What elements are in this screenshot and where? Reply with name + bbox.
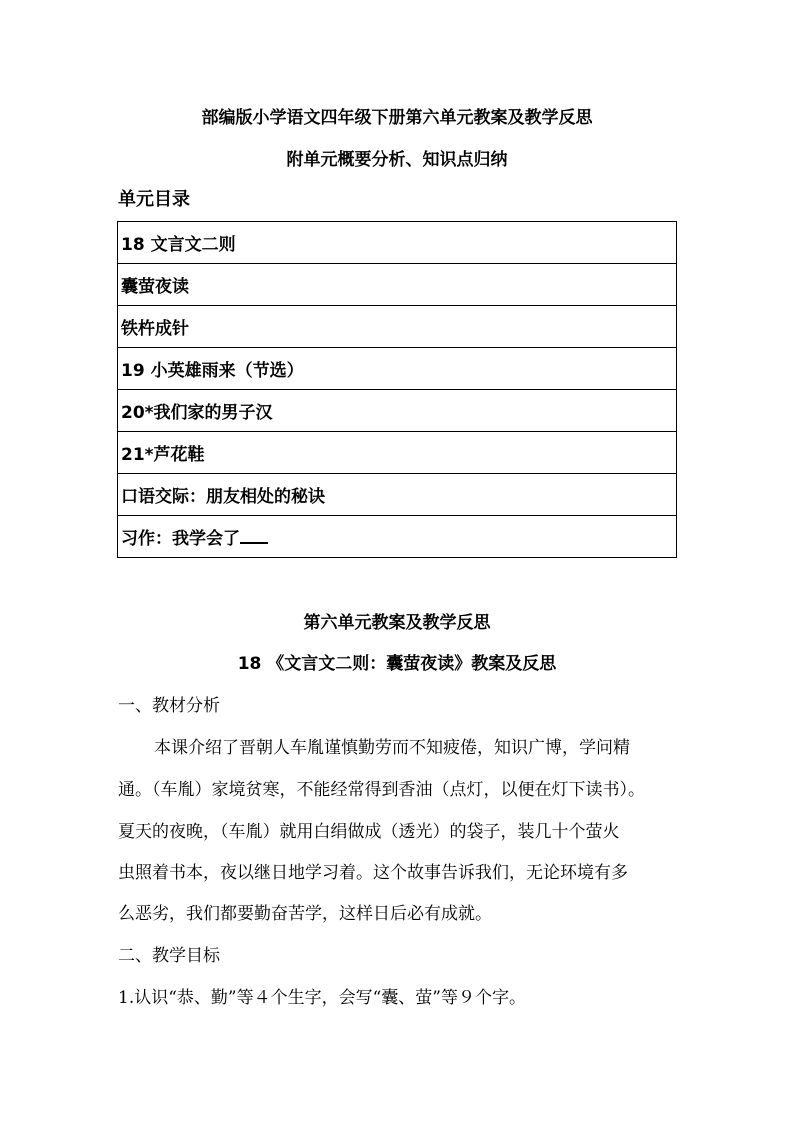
lesson-title: 18 《文言文二则：囊萤夜读》教案及反思 (237, 654, 557, 674)
table-row (118, 348, 677, 390)
goal-item-1: 1.认识“恭、勤”等４个生字，会写“囊、萤”等９个字。 (118, 988, 526, 1008)
document-title: 部编版小学语文四年级下册第六单元教案及教学反思 (201, 108, 593, 128)
paragraph-line: 夏天的夜晚，（车胤）就用白绢做成（透光）的袋子，装几十个萤火 (118, 822, 620, 842)
paragraph-line: 么恶劣，我们都要勤奋苦学，这样日后必有成就。 (118, 904, 492, 924)
toc-cell: 21*芦花鞋 (118, 432, 677, 474)
toc-cell-text: 习作：我学会了 (121, 529, 240, 549)
table-row (118, 432, 677, 474)
paragraph-line: 虫照着书本，夜以继日地学习着。这个故事告诉我们，无论环境有多 (118, 863, 628, 883)
heading-teaching-goals: 二、教学目标 (118, 946, 220, 966)
toc-cell: 20*我们家的男子汉 (118, 390, 677, 432)
toc-cell: 囊萤夜读 (118, 264, 677, 306)
table-row (118, 222, 677, 264)
table-row (118, 516, 677, 558)
heading-textbook-analysis: 一、教材分析 (118, 696, 220, 716)
toc-cell: 18 文言文二则 (118, 222, 677, 264)
toc-cell: 19 小英雄雨来（节选） (118, 348, 677, 390)
toc-table (117, 221, 677, 558)
table-row (118, 474, 677, 516)
section-title: 第六单元教案及教学反思 (303, 613, 491, 633)
paragraph-line: 本课介绍了晋朝人车胤谨慎勤劳而不知疲倦，知识广博，学问精 (154, 738, 630, 758)
document-subtitle: 附单元概要分析、知识点归纳 (286, 150, 508, 170)
toc-label: 单元目录 (118, 189, 190, 210)
toc-cell: 铁杵成针 (118, 306, 677, 348)
paragraph-line: 通。（车胤）家境贫寒，不能经常得到香油（点灯，以便在灯下读书）。 (118, 780, 645, 800)
table-row (118, 390, 677, 432)
toc-cell-with-blank (118, 516, 677, 558)
toc-cell: 口语交际：朋友相处的秘诀 (118, 474, 677, 516)
table-row (118, 306, 677, 348)
table-row (118, 264, 677, 306)
fill-in-blank (240, 526, 268, 544)
